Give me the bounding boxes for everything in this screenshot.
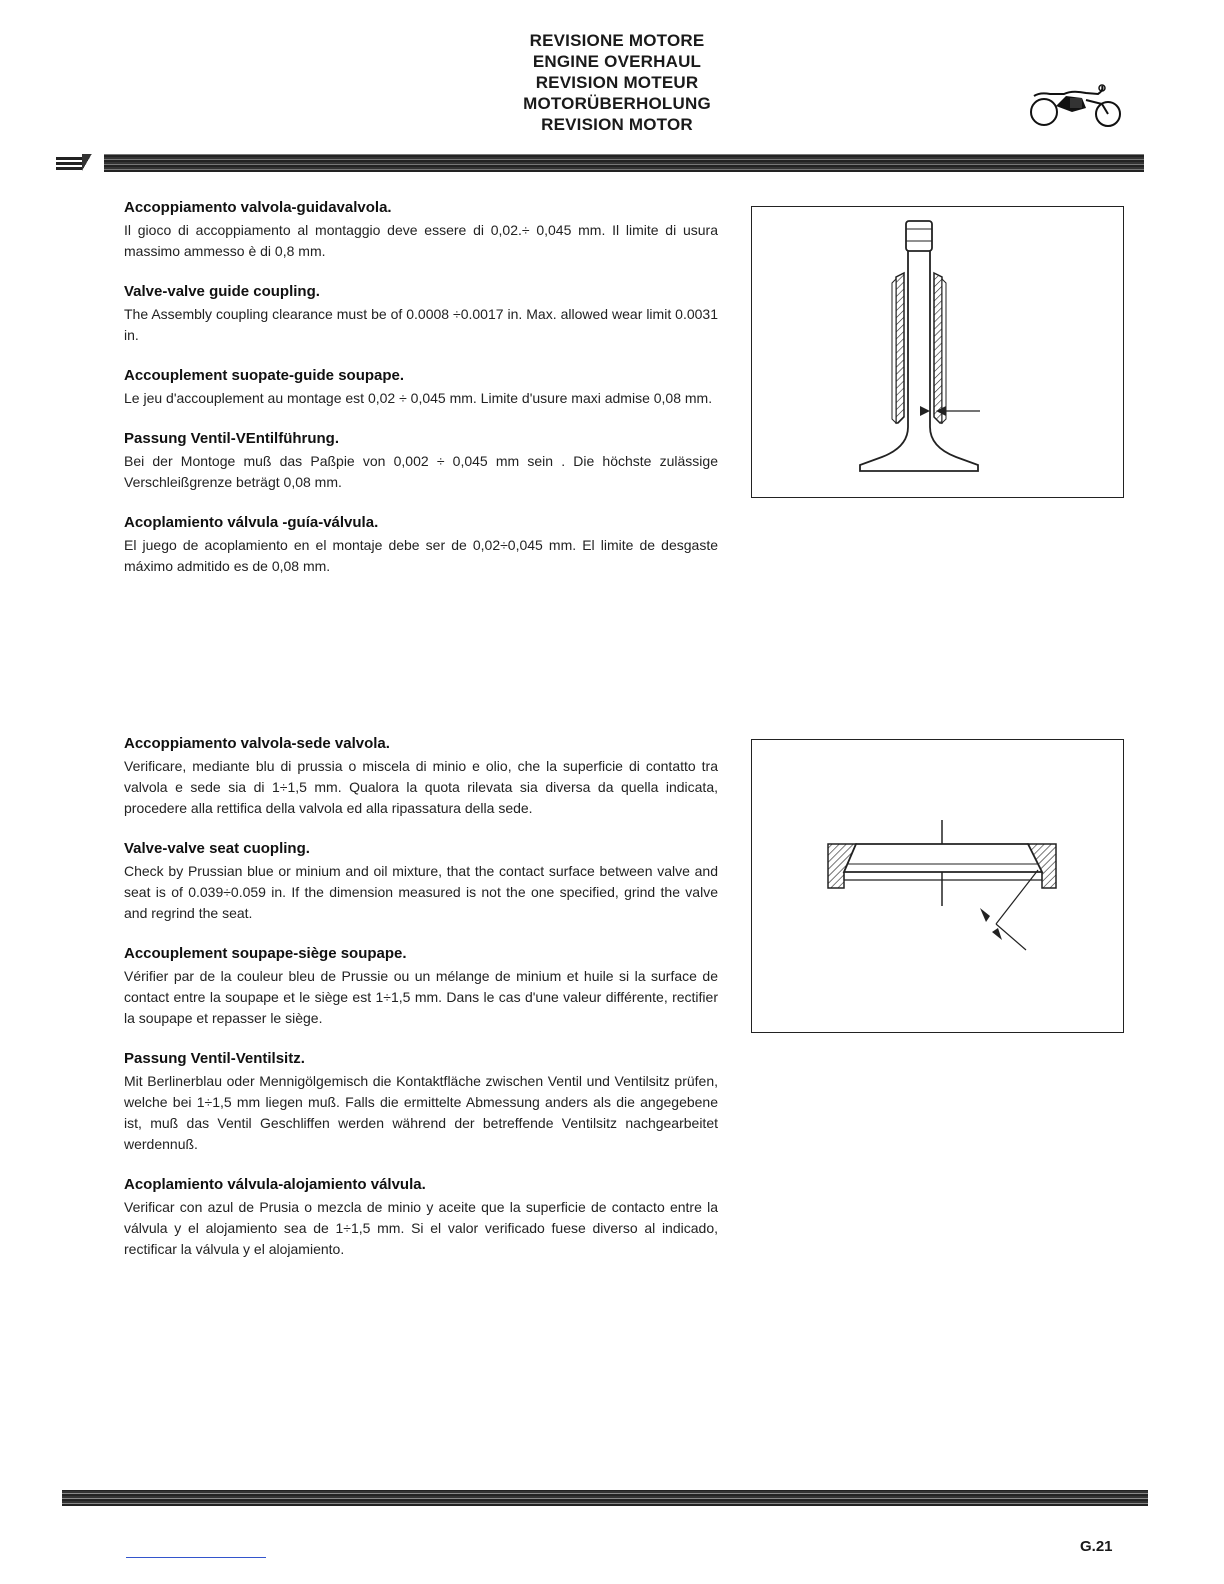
header-rule-left	[56, 155, 82, 170]
header-title-de: MOTORÜBERHOLUNG	[523, 94, 711, 113]
header-title-es: REVISION MOTOR	[541, 115, 693, 134]
section1-en-body: The Assembly coupling clearance must be of 0.0008 ÷0.0017 in. Max. allowed wear limit 0.0031 in.	[124, 306, 718, 343]
section1-fr-body: Le jeu d'accouplement au montage est 0,02 ÷ 0,045 mm. Limite d'usure maxi admise 0,08 mm.	[124, 390, 713, 406]
section1-it	[124, 198, 718, 262]
section2-it-title: Accoppiamento valvola-sede valvola.	[124, 735, 390, 752]
section2-en-title: Valve-valve seat cuopling.	[124, 840, 310, 857]
section2-es	[124, 1175, 718, 1260]
section1-de-body: Bei der Montoge muß das Paßpie von 0,002 ÷ 0,045 mm sein . Die höchste zulässige Verschleißgrenze beträgt 0,08 mm.	[124, 453, 718, 490]
section2-en	[124, 839, 718, 924]
valve-guide-figure	[751, 206, 1124, 498]
header-rule	[104, 154, 1144, 172]
header-title-en: ENGINE OVERHAUL	[532, 52, 702, 71]
section2-fr-body: Vérifier par de la couleur bleu de Prussie ou un mélange de minium et huile si la surface de contact entre la soupape et le siège est 1÷1,5 mm. Dans le cas d'une valeur différente, rectifier la soupape et repasser le siège.	[124, 968, 718, 1026]
footer-rule	[62, 1490, 1148, 1506]
section1-es-title: Acoplamiento válvula -guía-válvula.	[124, 514, 379, 531]
section2-fr	[124, 944, 718, 1029]
section2-de	[124, 1049, 718, 1155]
section2-it	[124, 734, 718, 819]
section1-fr	[124, 366, 718, 409]
section2-en-body: Check by Prussian blue or minium and oil mixture, that the contact surface between valve and seat is of 0.039÷0.059 in. If the dimension measured is not the one specified, grind the valve and regrind the seat.	[124, 863, 718, 921]
section2-it-body: Verificare, mediante blu di prussia o miscela di minio e olio, che la superficie di contatto tra valvola e sede sia di 1÷1,5 mm. Qualora la quota rilevata sia diversa da quella indicata, procedere alla rettifica della valvola ed alla ripassatura della sede.	[124, 758, 718, 816]
section1-it-body: Il gioco di accoppiamento al montaggio deve essere di 0,02.÷ 0,045 mm. Il limite di usura massimo ammesso è di 0,8 mm.	[124, 222, 718, 259]
valve-guide-diagram-icon	[752, 207, 1123, 497]
valve-seat-diagram-icon	[752, 740, 1123, 1032]
section-valve-guide	[124, 198, 718, 597]
header-title-it: REVISIONE MOTORE	[529, 31, 705, 50]
footer-link-underline[interactable]	[126, 1557, 266, 1558]
section2-fr-title: Accouplement soupape-siège soupape.	[124, 945, 407, 962]
section1-es-body: El juego de acoplamiento en el montaje debe ser de 0,02÷0,045 mm. El limite de desgaste máximo admitido es de 0,08 mm.	[124, 537, 718, 574]
section1-de	[124, 429, 718, 493]
section1-en-title: Valve-valve guide coupling.	[124, 283, 320, 300]
section1-it-title: Accoppiamento valvola-guidavalvola.	[124, 199, 392, 216]
valve-seat-figure	[751, 739, 1124, 1033]
header-rule-notch	[82, 154, 104, 172]
section2-es-body: Verificar con azul de Prusia o mezcla de minio y aceite que la superficie de contacto entre la válvula y el alojamiento sea de 1÷1,5 mm. Si el valor verificado fuese diverso al indicado, rectificar la válvula y el alojamiento.	[124, 1199, 718, 1257]
section2-de-body: Mit Berlinerblau oder Mennigölgemisch die Kontaktfläche zwischen Ventil und Ventilsitz prüfen, welche bei 1÷1,5 mm liegen muß. Falls die ermittelte Abmessung anders als die angegebene ist, muß das Ventil Geschliffen werden während der betreffende Ventilsitz nachgearbeitet werdennuß.	[124, 1073, 718, 1152]
section1-en	[124, 282, 718, 346]
page-number: G.21	[1080, 1538, 1113, 1555]
header-title-fr: REVISION MOTEUR	[535, 73, 699, 92]
motorcycle-icon	[1026, 84, 1126, 130]
section-valve-seat	[124, 734, 718, 1280]
section2-es-title: Acoplamiento válvula-alojamiento válvula.	[124, 1176, 426, 1193]
section2-de-title: Passung Ventil-Ventilsitz.	[124, 1050, 305, 1067]
section1-de-title: Passung Ventil-VEntilführung.	[124, 430, 340, 447]
section1-es	[124, 513, 718, 577]
section1-fr-title: Accouplement suopate-guide soupape.	[124, 367, 405, 384]
